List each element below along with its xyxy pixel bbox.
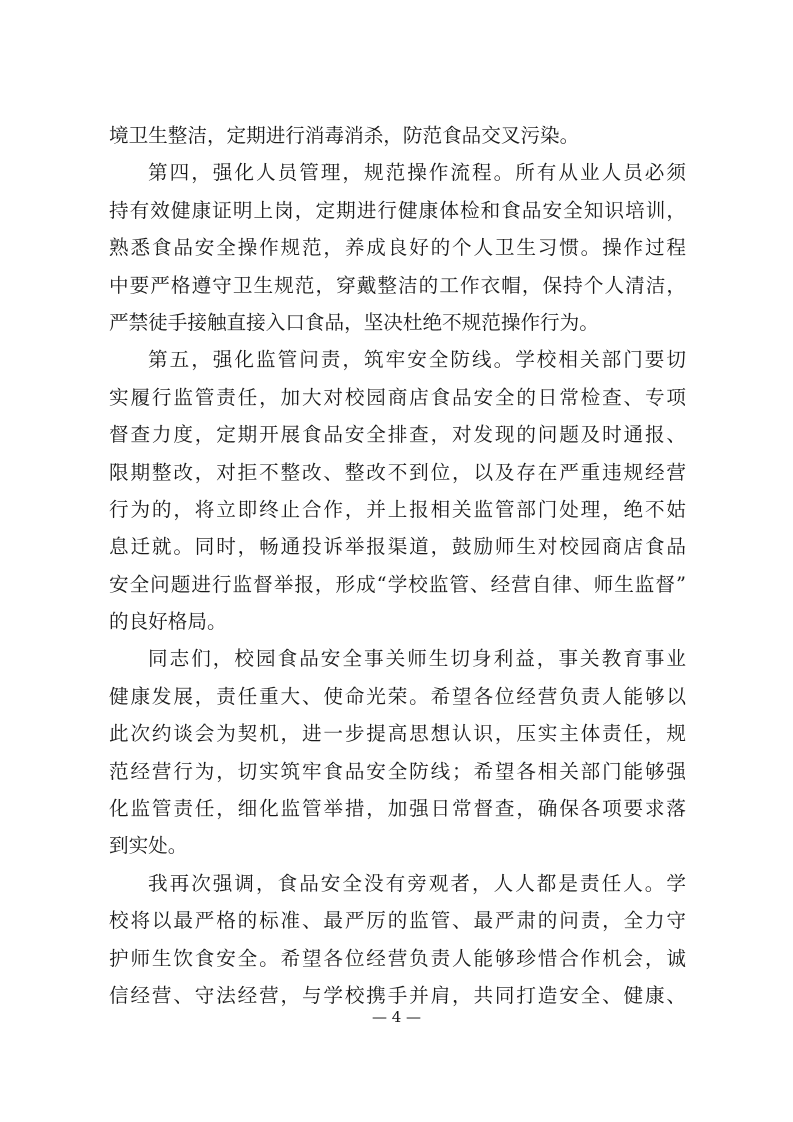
text-line: 行为的，将立即终止合作，并上报相关监管部门处理，绝不姑 — [109, 497, 686, 521]
text-line: 范经营行为，切实筑牢食品安全防线；希望各相关部门能够强 — [109, 759, 686, 783]
text-line: 严禁徒手接触直接入口食品，坚决杜绝不规范操作行为。 — [109, 310, 599, 334]
text-line: 境卫生整洁，定期进行消毒消杀，防范食品交叉污染。 — [109, 124, 580, 147]
text-line: 实履行监管责任，加大对校园商店食品安全的日常检查、专项 — [109, 385, 686, 409]
page-number: — 4 — — [371, 1008, 422, 1026]
text-line: 中要严格遵守卫生规范，穿戴整洁的工作衣帽，保持个人清洁， — [109, 273, 686, 297]
text-line: 此次约谈会为契机，进一步提高思想认识，压实主体责任，规 — [109, 722, 686, 746]
text-line: 我再次强调，食品安全没有旁观者，人人都是责任人。学 — [148, 871, 686, 895]
document-body — [109, 117, 686, 1014]
text-line: 健康发展，责任重大、使命光荣。希望各位经营负责人能够以 — [109, 684, 686, 708]
text-line: 同志们，校园食品安全事关师生切身利益，事关教育事业 — [148, 647, 686, 671]
text-line: 信经营、守法经营，与学校携手并肩，共同打造安全、健康、 — [109, 983, 686, 1007]
text-line: 限期整改，对拒不整改、整改不到位，以及存在严重违规经营 — [109, 460, 686, 484]
text-line: 第五，强化监管问责，筑牢安全防线。学校相关部门要切 — [148, 348, 686, 372]
text-line: 到实处。 — [109, 834, 188, 858]
text-line: 熟悉食品安全操作规范，养成良好的个人卫生习惯。操作过程 — [109, 236, 686, 260]
text-line: 化监管责任，细化监管举措，加强日常督查，确保各项要求落 — [109, 797, 686, 821]
text-line: 安全问题进行监督举报，形成“学校监管、经营自律、师生监督” — [109, 572, 686, 596]
text-line: 息迁就。同时，畅通投诉举报渠道，鼓励师生对校园商店食品 — [109, 535, 686, 559]
text-line: 第四，强化人员管理，规范操作流程。所有从业人员必须 — [148, 161, 686, 185]
text-line: 校将以最严格的标准、最严厉的监管、最严肃的问责，全力守 — [109, 909, 686, 933]
text-line: 的良好格局。 — [109, 610, 227, 634]
text-line: 督查力度，定期开展食品安全排查，对发现的问题及时通报、 — [109, 423, 686, 447]
text-line: 持有效健康证明上岗，定期进行健康体检和食品安全知识培训， — [109, 198, 686, 222]
text-line: 护师生饮食安全。希望各位经营负责人能够珍惜合作机会，诚 — [109, 946, 686, 970]
